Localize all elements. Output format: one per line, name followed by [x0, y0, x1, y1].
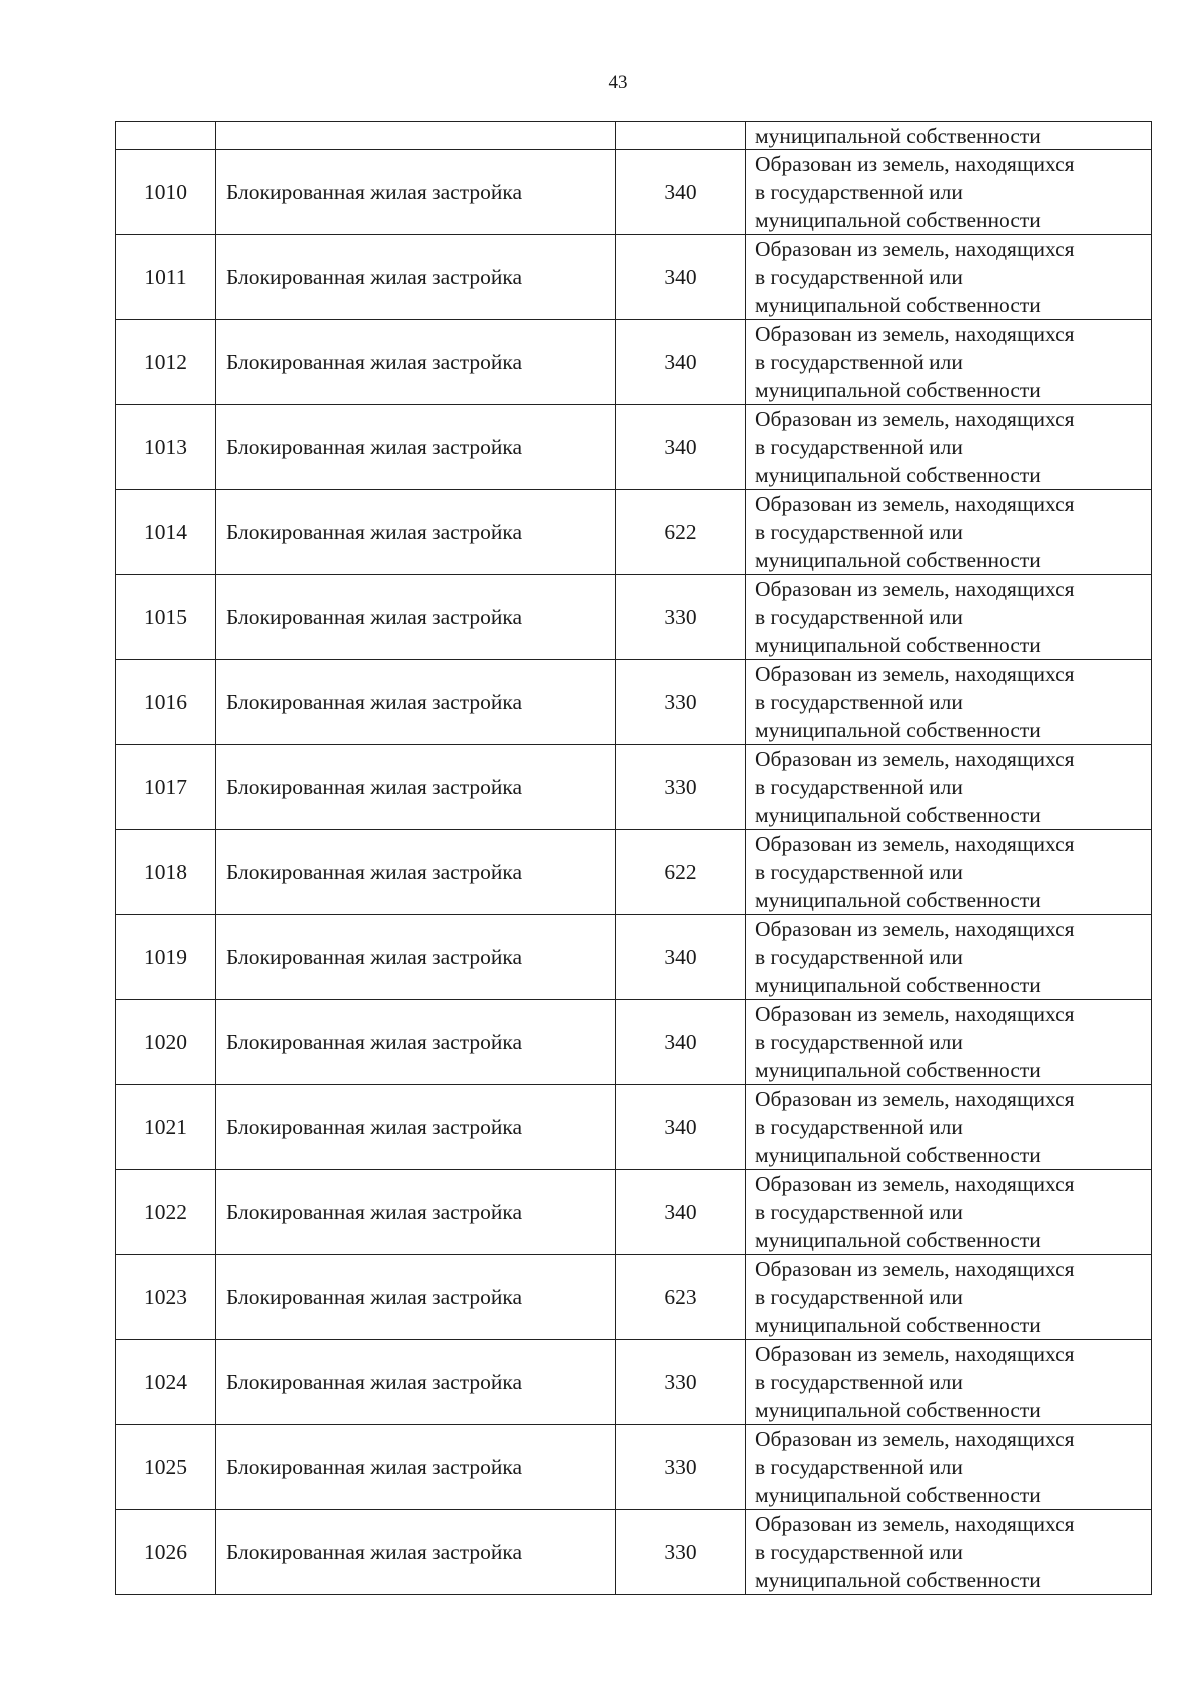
formation-note-text: Образован из земель, находящихся в государственной или муниципальной собственности: [755, 1002, 1075, 1082]
cell-plot-number: 1017: [116, 745, 216, 830]
table-row: [116, 405, 1152, 490]
cell-plot-number: 1022: [116, 1170, 216, 1255]
table-row: [116, 1085, 1152, 1170]
land-plots-table: [115, 121, 1152, 1595]
cell-area: 340: [616, 1170, 746, 1255]
formation-note-text: Образован из земель, находящихся в государственной или муниципальной собственности: [755, 1342, 1075, 1422]
table-row: [116, 745, 1152, 830]
formation-note-text: Образован из земель, находящихся в государственной или муниципальной собственности: [755, 1087, 1075, 1167]
cell-plot-number: 1018: [116, 830, 216, 915]
cell-permitted-use: Блокированная жилая застройка: [216, 1425, 616, 1510]
cell-area: 330: [616, 1340, 746, 1425]
cell-permitted-use: Блокированная жилая застройка: [216, 1340, 616, 1425]
cell-permitted-use: Блокированная жилая застройка: [216, 830, 616, 915]
cell-plot-number: 1013: [116, 405, 216, 490]
formation-note-text: Образован из земель, находящихся в государственной или муниципальной собственности: [755, 577, 1075, 657]
cell-plot-number: 1019: [116, 915, 216, 1000]
cell-plot-number: 1014: [116, 490, 216, 575]
formation-note-text: Образован из земель, находящихся в государственной или муниципальной собственности: [755, 917, 1075, 997]
cell-formation-note: [746, 1510, 1152, 1595]
cell-plot-number: 1026: [116, 1510, 216, 1595]
page-number: 43: [608, 72, 628, 93]
cell-permitted-use: Блокированная жилая застройка: [216, 915, 616, 1000]
table-row: [116, 490, 1152, 575]
table-row: [116, 660, 1152, 745]
cell-formation-note: [746, 915, 1152, 1000]
formation-note-text: Образован из земель, находящихся в государственной или муниципальной собственности: [755, 237, 1075, 317]
formation-note-text: Образован из земель, находящихся в государственной или муниципальной собственности: [755, 407, 1075, 487]
cell-area: 622: [616, 830, 746, 915]
formation-note-text: Образован из земель, находящихся в государственной или муниципальной собственности: [755, 152, 1075, 232]
table-body: [116, 122, 1152, 1595]
cell-permitted-use: Блокированная жилая застройка: [216, 320, 616, 405]
cell-formation-note: [746, 1255, 1152, 1340]
cell-formation-note: [746, 660, 1152, 745]
table-row: [116, 575, 1152, 660]
cell-area: 622: [616, 490, 746, 575]
cell-formation-note: [746, 1000, 1152, 1085]
table-row: [116, 1510, 1152, 1595]
cell-formation-note: [746, 405, 1152, 490]
cell-formation-note: [746, 150, 1152, 235]
cell-area: 340: [616, 915, 746, 1000]
table-row: [116, 1000, 1152, 1085]
cell-plot-number: 1020: [116, 1000, 216, 1085]
cell-area: 330: [616, 575, 746, 660]
cell-plot-number: 1024: [116, 1340, 216, 1425]
formation-note-text: Образован из земель, находящихся в государственной или муниципальной собственности: [755, 1512, 1075, 1592]
cell-formation-note: [746, 830, 1152, 915]
cell-area: 330: [616, 745, 746, 830]
cell-permitted-use: [216, 122, 616, 150]
cell-area: 330: [616, 1425, 746, 1510]
cell-area: 340: [616, 405, 746, 490]
cell-plot-number: 1023: [116, 1255, 216, 1340]
formation-note-text: Образован из земель, находящихся в государственной или муниципальной собственности: [755, 492, 1075, 572]
cell-permitted-use: Блокированная жилая застройка: [216, 490, 616, 575]
cell-formation-note: [746, 235, 1152, 320]
cell-formation-note: [746, 1425, 1152, 1510]
cell-plot-number: 1016: [116, 660, 216, 745]
table-row: [116, 915, 1152, 1000]
cell-permitted-use: Блокированная жилая застройка: [216, 405, 616, 490]
cell-area: 330: [616, 660, 746, 745]
cell-area: 340: [616, 235, 746, 320]
cell-formation-note: [746, 575, 1152, 660]
formation-note-text: Образован из земель, находящихся в государственной или муниципальной собственности: [755, 1172, 1075, 1252]
cell-formation-note: [746, 320, 1152, 405]
table-row: [116, 830, 1152, 915]
cell-area: 623: [616, 1255, 746, 1340]
formation-note-text: Образован из земель, находящихся в государственной или муниципальной собственности: [755, 747, 1075, 827]
formation-note-text: Образован из земель, находящихся в государственной или муниципальной собственности: [755, 662, 1075, 742]
cell-permitted-use: Блокированная жилая застройка: [216, 660, 616, 745]
cell-permitted-use: Блокированная жилая застройка: [216, 235, 616, 320]
formation-note-text: Образован из земель, находящихся в государственной или муниципальной собственности: [755, 832, 1075, 912]
cell-formation-note: [746, 1340, 1152, 1425]
cell-formation-note: [746, 122, 1152, 150]
cell-plot-number: 1021: [116, 1085, 216, 1170]
cell-area: 340: [616, 1085, 746, 1170]
formation-note-text: Образован из земель, находящихся в государственной или муниципальной собственности: [755, 322, 1075, 402]
cell-plot-number: 1012: [116, 320, 216, 405]
cell-formation-note: [746, 745, 1152, 830]
cell-plot-number: 1025: [116, 1425, 216, 1510]
cell-area: 340: [616, 320, 746, 405]
formation-note-text: муниципальной собственности: [755, 123, 1041, 148]
cell-permitted-use: Блокированная жилая застройка: [216, 745, 616, 830]
cell-permitted-use: Блокированная жилая застройка: [216, 1000, 616, 1085]
table-row: [116, 150, 1152, 235]
cell-plot-number: 1010: [116, 150, 216, 235]
table-row: [116, 320, 1152, 405]
cell-area: 340: [616, 150, 746, 235]
cell-area: 330: [616, 1510, 746, 1595]
table-row: [116, 1425, 1152, 1510]
cell-formation-note: [746, 490, 1152, 575]
table-row-continuation: [116, 122, 1152, 150]
cell-formation-note: [746, 1170, 1152, 1255]
table-row: [116, 1255, 1152, 1340]
formation-note-text: Образован из земель, находящихся в государственной или муниципальной собственности: [755, 1427, 1075, 1507]
cell-formation-note: [746, 1085, 1152, 1170]
formation-note-text: Образован из земель, находящихся в государственной или муниципальной собственности: [755, 1257, 1075, 1337]
cell-plot-number: [116, 122, 216, 150]
table-row: [116, 1170, 1152, 1255]
cell-permitted-use: Блокированная жилая застройка: [216, 1085, 616, 1170]
cell-permitted-use: Блокированная жилая застройка: [216, 1255, 616, 1340]
cell-plot-number: 1011: [116, 235, 216, 320]
cell-permitted-use: Блокированная жилая застройка: [216, 150, 616, 235]
cell-plot-number: 1015: [116, 575, 216, 660]
cell-area: [616, 122, 746, 150]
cell-permitted-use: Блокированная жилая застройка: [216, 1510, 616, 1595]
cell-permitted-use: Блокированная жилая застройка: [216, 1170, 616, 1255]
cell-permitted-use: Блокированная жилая застройка: [216, 575, 616, 660]
table-row: [116, 235, 1152, 320]
table-row: [116, 1340, 1152, 1425]
cell-area: 340: [616, 1000, 746, 1085]
